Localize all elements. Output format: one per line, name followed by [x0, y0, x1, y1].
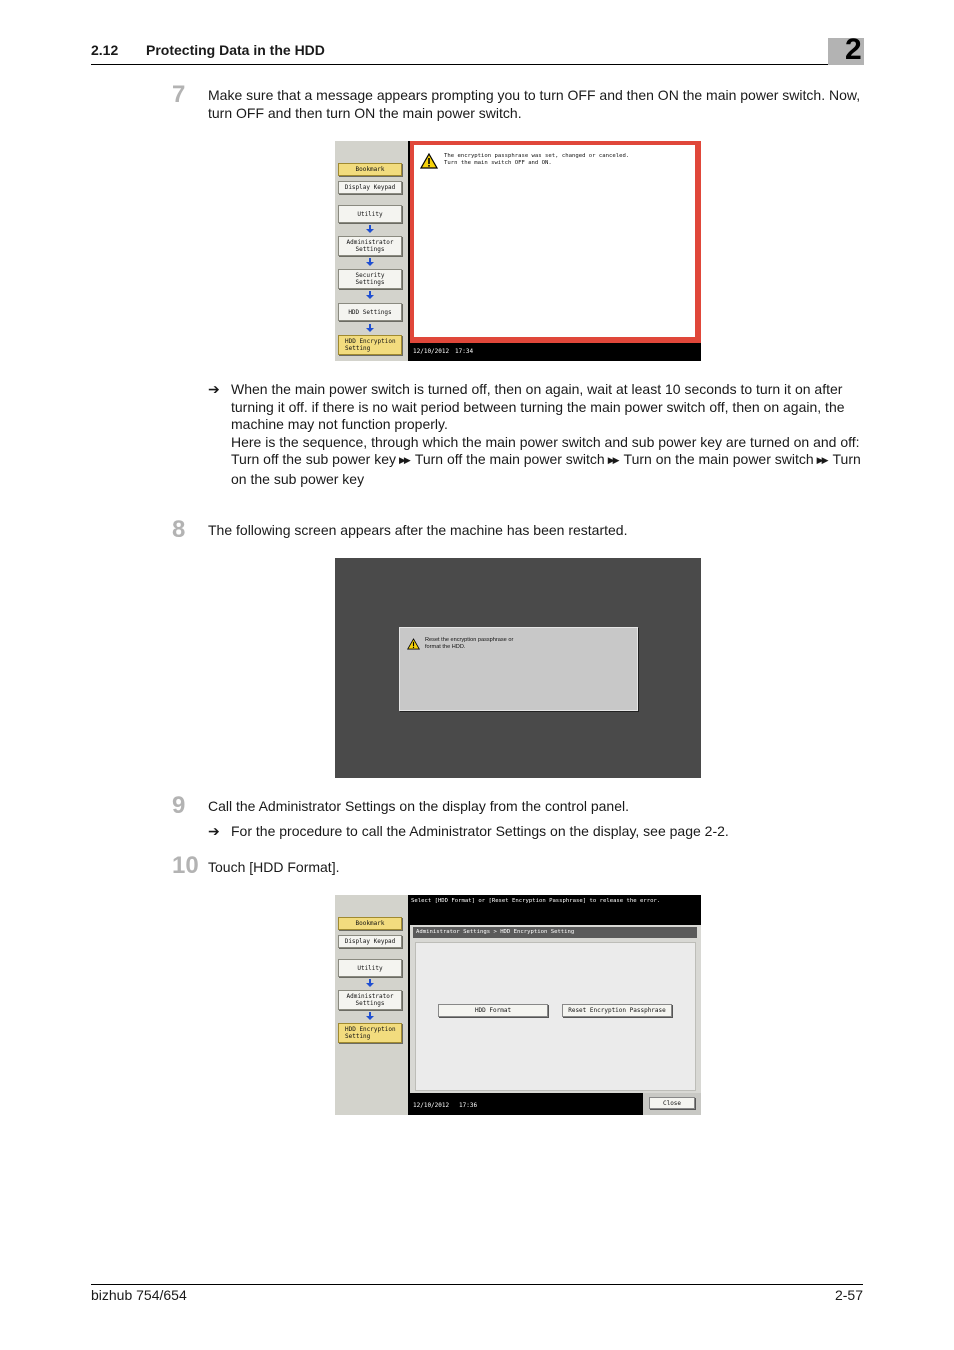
screenshot-hdd-encryption-setting [335, 895, 701, 1115]
security-settings-button[interactable]: Security Settings [338, 269, 402, 289]
time: 17:34 [455, 348, 474, 355]
utility-button[interactable]: Utility [338, 205, 402, 223]
power-sequence: Turn off the sub power key ▶▶ Turn off the main power switch ▶▶ Turn on the main power switch ▶▶ Turn on the sub power key [231, 451, 861, 487]
date: 12/10/2012 [413, 348, 450, 355]
administrator-settings-button[interactable]: Administrator Settings [338, 990, 402, 1010]
down-arrow-icon [366, 1012, 374, 1020]
note-text: Here is the sequence, through which the main power switch and sub power key are turned on and off: [231, 433, 860, 450]
administrator-settings-button[interactable]: Administrator Settings [338, 236, 402, 256]
screenshot-reset-or-format [335, 558, 701, 778]
dialog-message: format the HDD. [425, 644, 466, 650]
utility-button[interactable]: Utility [338, 959, 402, 977]
chapter-number: 2 [845, 33, 862, 66]
display-keypad-button[interactable]: Display Keypad [338, 181, 402, 194]
section-number: 2.12 [91, 42, 119, 58]
down-arrow-icon [366, 324, 374, 332]
time: 17:36 [459, 1102, 478, 1109]
note [208, 823, 863, 841]
message-line: Turn the main switch OFF and ON. [444, 160, 552, 166]
section-heading [91, 42, 325, 58]
step-number: 8 [172, 516, 186, 543]
arrow-icon: ➔ [208, 381, 220, 397]
down-arrow-icon [366, 225, 374, 233]
hdd-encryption-setting-button[interactable]: HDD Encryption Setting [338, 335, 402, 355]
bookmark-button[interactable]: Bookmark [338, 917, 402, 930]
step-number: 9 [172, 792, 186, 819]
down-arrow-icon [366, 291, 374, 299]
page-number: 2-57 [834, 1287, 863, 1303]
note-text: When the main power switch is turned off, then on again, wait at least 10 seconds to turn it on after turning it off. if there is no wait period between turning the main power switch off, then on again, the machine may not function properly. [231, 381, 845, 433]
step-number: 10 [172, 852, 199, 879]
step-number: 7 [172, 81, 186, 108]
step-text: Make sure that a message appears prompting you to turn OFF and then ON the main power switch. Now, turn OFF and then turn ON the main power switch. [208, 87, 861, 121]
double-arrow-icon: ▶▶ [398, 455, 409, 466]
close-button[interactable]: Close [649, 1097, 695, 1109]
double-arrow-icon: ▶▶ [607, 455, 618, 466]
note [208, 381, 863, 489]
status-bar [410, 1097, 643, 1115]
instruction-message: Select [HDD Format] or [Reset Encryption Passphrase] to release the error. [411, 898, 661, 904]
close-area [643, 1093, 701, 1115]
hdd-settings-button[interactable]: HDD Settings [338, 303, 402, 321]
footer-rule [91, 1284, 863, 1285]
hdd-encryption-setting-button[interactable]: HDD Encryption Setting [338, 1023, 402, 1043]
section-title: Protecting Data in the HDD [146, 42, 325, 58]
dialog-box [399, 627, 638, 711]
footer-model: bizhub 754/654 [91, 1287, 187, 1303]
step-text: The following screen appears after the machine has been restarted. [208, 522, 628, 538]
note-text: For the procedure to call the Administrator Settings on the display, see page 2-2. [231, 823, 729, 839]
down-arrow-icon [366, 258, 374, 266]
dialog-message: Reset the encryption passphrase or [425, 637, 514, 643]
step-text: Call the Administrator Settings on the display from the control panel. [208, 798, 629, 814]
content-panel [410, 925, 701, 1093]
warning-icon [420, 153, 438, 169]
hdd-format-button[interactable]: HDD Format [438, 1004, 548, 1017]
down-arrow-icon [366, 979, 374, 987]
breadcrumb: Administrator Settings > HDD Encryption Setting [413, 927, 697, 938]
message-line: The encryption passphrase was set, changed or canceled. [444, 153, 630, 159]
header-rule [91, 64, 863, 65]
step-text: Touch [HDD Format]. [208, 859, 340, 875]
display-keypad-button[interactable]: Display Keypad [338, 935, 402, 948]
reset-encryption-passphrase-button[interactable]: Reset Encryption Passphrase [562, 1004, 672, 1017]
sidebar [335, 141, 408, 361]
screenshot-power-cycle-message [335, 141, 701, 361]
settings-area [415, 942, 696, 1091]
date: 12/10/2012 [413, 1102, 450, 1109]
sidebar [335, 895, 408, 1115]
message-frame [410, 141, 701, 343]
status-bar [410, 345, 701, 361]
warning-icon [407, 638, 420, 650]
bookmark-button[interactable]: Bookmark [338, 163, 402, 176]
arrow-icon: ➔ [208, 823, 220, 839]
double-arrow-icon: ▶▶ [816, 455, 827, 466]
message-panel [414, 145, 695, 337]
